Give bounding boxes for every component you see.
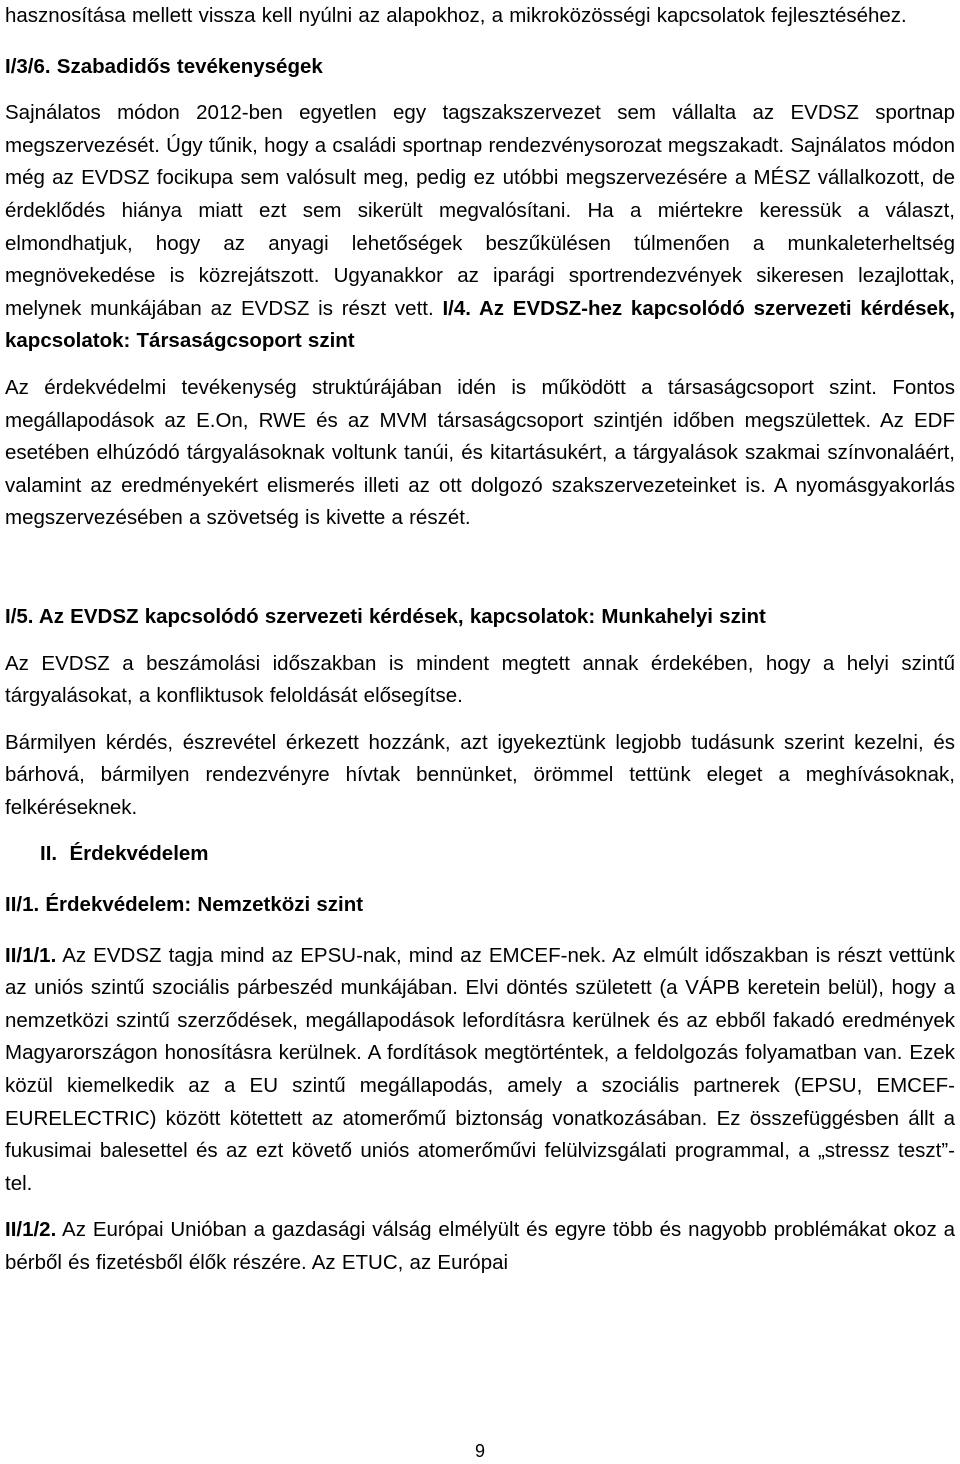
- paragraph-tarsasagcsoport: Az érdekvédelmi tevékenység struktúrájában idén is működött a társaságcsoport szint. Fontos megállapodások az E.On, RWE és az MVM társaságcsoport szintjén időben megszülettek. Az EDF esetében elhúzódó tárgyalásoknak voltunk tanúi, és kitartásukért, a tárgyalások szakmai színvonaláért, valamint az eredményekért elismerés illeti az ott dolgozó szakszervezeteinket is. A nyomásgyakorlás megszervezésében a szövetség is kivette a részét.: [5, 375, 955, 530]
- spacer: [5, 824, 955, 838]
- paragraph-szabadido: [5, 97, 955, 358]
- label-ii-1-1: II/1/1.: [5, 943, 57, 967]
- heading-ii: [5, 838, 955, 871]
- paragraph-ii-1-2: [5, 1214, 955, 1279]
- spacer: [5, 922, 955, 940]
- spacer: [5, 358, 955, 372]
- paragraph-ii-1-1: [5, 940, 955, 1201]
- spacer: [5, 713, 955, 727]
- spacer: [5, 634, 955, 648]
- heading-ii-number: II.: [40, 842, 58, 866]
- paragraph-munkahelyi-1: Az EVDSZ a beszámolási időszakban is mindent megtett annak érdekében, hogy a helyi szintű tárgyalásokat, a konfliktusok feloldását elősegítse.: [5, 651, 955, 708]
- page-number: 9: [474, 1441, 485, 1461]
- paragraph-munkahelyi-2: Bármilyen kérdés, észrevétel érkezett hozzánk, azt igyekeztünk legjobb tudásunk szerint kezelni, és bárhová, bármilyen rendezvényre hívtak bennünket, örömmel tettünk eleget a meghívásoknak, felkéréseknek.: [5, 730, 955, 819]
- paragraph-top: hasznosítása mellett vissza kell nyúlni az alapokhoz, a mikroközösségi kapcsolatok fejlesztéséhez.: [5, 4, 907, 27]
- spacer: [5, 1200, 955, 1214]
- heading-ii-1: II/1. Érdekvédelem: Nemzetközi szint: [5, 893, 364, 917]
- spacer: [5, 33, 955, 51]
- heading-i-3-6: I/3/6. Szabadidős tevékenységek: [5, 54, 323, 78]
- heading-i-4: I/4. Az EVDSZ-hez kapcsolódó szervezeti kérdések, kapcsolatok: Társaságcsoport szint: [5, 296, 955, 353]
- document-page: [5, 0, 955, 1280]
- spacer: [5, 83, 955, 97]
- spacer: [5, 871, 955, 889]
- text-ii-1-1: Az EVDSZ tagja mind az EPSU-nak, mind az EMCEF-nek. Az elmúlt időszakban is részt vettünk az uniós szintű szociális párbeszéd munkájában. Elvi döntés született (a VÁPB keretein belül), hogy a nemzetközi szintű szerződések, megállapodások lefordításra kerülnek és az ebből fakadó eredmények Magyarországon honosításra kerülnek. A fordítások megtörténtek, a feldolgozás folyamatban van. Ezek közül kiemelkedik az a EU szintű megállapodás, amely a szociális partnerek (EPSU, EMCEF-EURELECTRIC) között kötettett az atomerőmű biztonság vonatkozásában. Ez összefüggésben állt a fukusimai balesettel és az ezt követő uniós atomerőművi felülvizsgálati programmal, a „stressz teszt”-tel.: [5, 943, 955, 1195]
- heading-ii-text: Érdekvédelem: [69, 842, 209, 866]
- text-ii-1-2: Az Európai Unióban a gazdasági válság elmélyült és egyre több és nagyobb problémákat okoz a bérből és fizetésből élők részére. Az ETUC, az Európai: [5, 1218, 955, 1274]
- paragraph-szabadido-text: Sajnálatos módon 2012-ben egyetlen egy tagszakszervezet sem vállalta az EVDSZ sportnap megszervezését. Úgy tűnik, hogy a családi sportnap rendezvénysorozat megszakadt. Sajnálatos módon még az EVDSZ focikupa sem valósult meg, pedig ez utóbbi megszervezésére a MÉSZ vállalkozott, de érdeklődés hiánya miatt ezt sem sikerült megvalósítani. Ha a miértekre keressük a választ, elmondhatjuk, hogy az anyagi lehetőségek beszűkülésen túlmenően a munkaleterheltség megnövekedése is közrejátszott. Ugyanakkor az iparági sportrendezvények sikeresen lezajlottak, melynek munkájában az EVDSZ is részt vett.: [5, 101, 955, 320]
- label-ii-1-2: II/1/2.: [5, 1218, 57, 1242]
- spacer: [5, 535, 955, 601]
- heading-i-5: I/5. Az EVDSZ kapcsolódó szervezeti kérdések, kapcsolatok: Munkahelyi szint: [5, 604, 766, 628]
